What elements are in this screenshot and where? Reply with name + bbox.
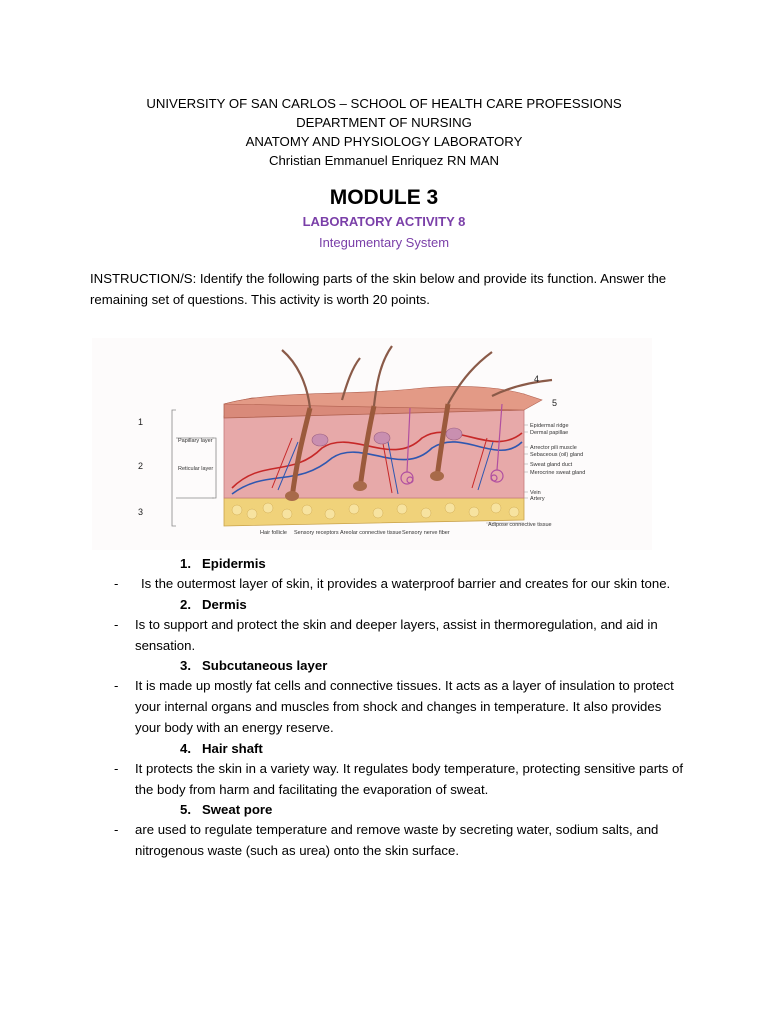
right-label-dermal-papillae: Dermal papillae <box>530 430 569 436</box>
answer-item-1 <box>90 554 690 595</box>
bottom-label-hair-follicle: Hair follicle <box>260 530 287 536</box>
answer-item-2 <box>90 595 690 657</box>
bottom-label-areolar-tissue: Areolar connective tissue <box>340 530 402 536</box>
answer-text: It is made up mostly fat cells and connective tissues. It acts as a layer of insulation to protect your internal organs and muscles from shock and changes in temperature. It also provides your body with an energy reserve. <box>135 678 674 735</box>
diagram-number-3: 3 <box>138 507 144 517</box>
answers-list <box>90 554 690 862</box>
answer-term: Sweat pore <box>202 802 273 818</box>
answer-heading: 5. Sweat pore <box>180 802 273 818</box>
department-line: DEPARTMENT OF NURSING <box>296 115 472 130</box>
right-label-sebaceous-gland: Sebaceous (oil) gland <box>530 452 584 458</box>
right-label-artery: Artery <box>530 496 545 502</box>
answer-heading: 2. Dermis <box>180 596 247 612</box>
right-label-sweat-gland-duct: Sweat gland duct <box>530 462 573 468</box>
answer-text: Is to support and protect the skin and deeper layers, assist in thermoregulation, and aid in sensation. <box>135 616 658 653</box>
diagram-number-4: 4 <box>534 374 540 384</box>
instruction-text: INSTRUCTION/S: Identify the following parts of the skin below and provide its function. Answer the remaining set of questions. This activity is worth 20 points. <box>90 271 667 307</box>
diagram-number-1: 1 <box>138 417 144 427</box>
diagram-number-2: 2 <box>138 461 144 471</box>
answer-term: Hair shaft <box>202 740 263 756</box>
answer-text: Is the outermost layer of skin, it provides a waterproof barrier and creates for our skin tone. <box>141 576 671 591</box>
answer-text: It protects the skin in a variety way. It regulates body temperature, protecting sensitive parts of the body from harm and facilitating the evaporation of sweat. <box>135 760 684 797</box>
answer-body: - are used to regulate temperature and remove waste by secreting water, sodium salts, and nitrogenous waste (such as urea) onto the skin surface. <box>114 822 659 859</box>
answer-heading: 3. Subcutaneous layer <box>180 658 328 674</box>
answer-heading: 1. Epidermis <box>180 556 266 571</box>
left-label-reticular: Reticular layer <box>178 466 214 472</box>
right-label-epidermal-ridge: Epidermal ridge <box>530 423 569 429</box>
right-label-adipose: Adipose connective tissue <box>488 522 552 528</box>
answer-heading: 4. Hair shaft <box>180 740 263 756</box>
course-line: ANATOMY AND PHYSIOLOGY LABORATORY <box>245 134 523 149</box>
right-label-vein: Vein <box>530 490 541 496</box>
activity-title: LABORATORY ACTIVITY 8 <box>302 214 466 229</box>
document-header <box>0 94 768 170</box>
skin-cross-section-illustration <box>92 338 652 550</box>
answer-item-5 <box>90 800 690 862</box>
bottom-label-sensory-nerve: Sensory nerve fiber <box>402 530 450 536</box>
instructor-line: Christian Emmanuel Enriquez RN MAN <box>268 153 500 168</box>
answer-term: Epidermis <box>202 556 266 571</box>
bottom-label-sensory-receptors: Sensory receptors <box>294 530 339 536</box>
dermis-layer <box>224 408 524 498</box>
diagram-number-5: 5 <box>552 398 558 408</box>
system-subtitle: Integumentary System <box>318 235 450 250</box>
answer-body: - It protects the skin in a variety way. It regulates body temperature, protecting sensitive parts of the body from harm and facilitating the evaporation of sweat. <box>114 760 684 797</box>
right-label-merocrine-sweat-gland: Merocrine sweat gland <box>530 470 586 476</box>
answer-body: - Is the outermost layer of skin, it provides a waterproof barrier and creates for our skin tone. <box>114 576 671 591</box>
university-line: UNIVERSITY OF SAN CARLOS – SCHOOL OF HEALTH CARE PROFESSIONS <box>146 96 622 111</box>
module-title: MODULE 3 <box>329 186 439 209</box>
right-label-arrector-pili: Arrector pili muscle <box>530 445 577 451</box>
answer-item-4 <box>90 739 690 801</box>
left-label-papillary: Papillary layer <box>178 438 213 444</box>
answer-term: Subcutaneous layer <box>202 658 328 674</box>
answer-body: - It is made up mostly fat cells and connective tissues. It acts as a layer of insulation to protect your internal organs and muscles from shock and changes in temperature. It also provides your body with an energy reserve. <box>114 678 674 735</box>
answer-term: Dermis <box>202 596 247 612</box>
answer-text: are used to regulate temperature and remove waste by secreting water, sodium salts, and nitrogenous waste (such as urea) onto the skin surface. <box>135 822 659 859</box>
skin-diagram <box>92 338 652 550</box>
answer-item-3 <box>90 656 690 738</box>
answer-body: - Is to support and protect the skin and deeper layers, assist in thermoregulation, and aid in sensation. <box>114 616 658 653</box>
